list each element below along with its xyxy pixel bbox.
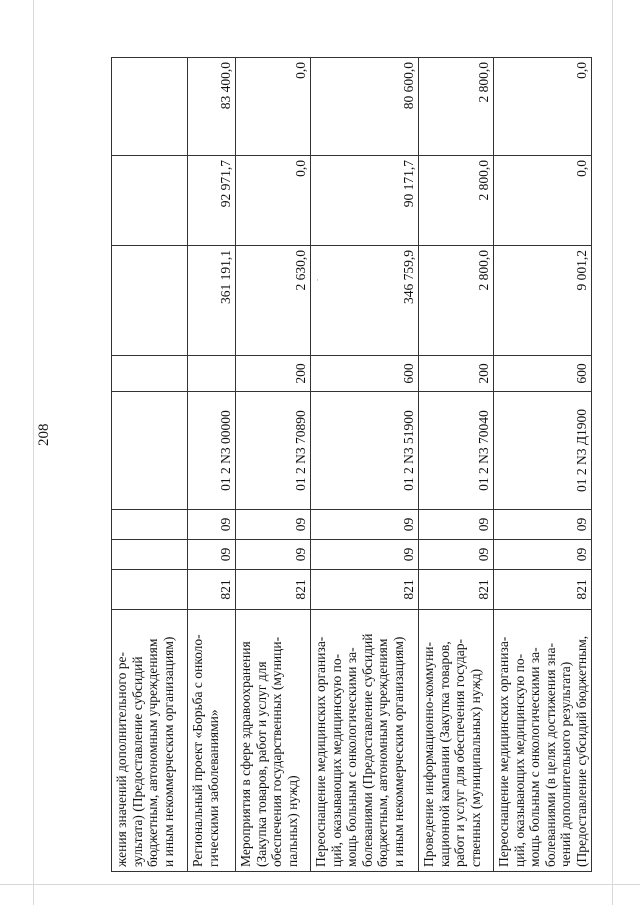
expense-type: 200: [236, 356, 311, 392]
subsection-code: [112, 510, 188, 540]
table-row: [419, 58, 494, 872]
value-year-3: 0,0: [494, 58, 592, 156]
expense-type: 200: [419, 356, 494, 392]
ministry-code: 821: [419, 570, 494, 610]
subsection-code: 09: [188, 510, 236, 540]
expense-type: [112, 356, 188, 392]
section-code: 09: [494, 540, 592, 570]
row-name: Проведение информационно-коммуни- кационной кампании (Закупка товаров, работ и услуг для обеспечения государ- ственных (муниципальных) нужд): [419, 610, 494, 872]
value-year-2: 0,0: [236, 156, 311, 246]
target-article: 01 2 N3 Д1900: [494, 392, 592, 510]
ministry-code: 821: [494, 570, 592, 610]
section-code: 09: [419, 540, 494, 570]
ministry-code: [112, 570, 188, 610]
row-name: Региональный проект «Борьба с онколо- гическими заболеваниями»: [188, 610, 236, 872]
value-year-1: 2 630,0: [236, 246, 311, 356]
ministry-code: 821: [311, 570, 419, 610]
value-year-2: 2 800,0: [419, 156, 494, 246]
table-row: [311, 58, 419, 872]
budget-table: [111, 57, 592, 872]
page-edge-left: [33, 0, 34, 905]
expense-type: [188, 356, 236, 392]
expense-type: 600: [494, 356, 592, 392]
value-year-1: [112, 246, 188, 356]
row-name: Переоснащение медицинских организа- ций, оказывающих медицинскую по- мощь больным с онкологическими за- болеваниями (Предоставление субсидий бюджетным, автономным учреждениям и иным некоммерческим организациям): [311, 610, 419, 872]
section-code: 09: [188, 540, 236, 570]
target-article: 01 2 N3 00000: [188, 392, 236, 510]
value-year-2: 92 971,7: [188, 156, 236, 246]
scan-mark: ·: [316, 275, 319, 285]
rotated-budget-table-wrapper: [111, 58, 589, 872]
expense-type: 600: [311, 356, 419, 392]
target-article: 01 2 N3 51900: [311, 392, 419, 510]
table-row: [494, 58, 592, 872]
subsection-code: 09: [494, 510, 592, 540]
value-year-2: 0,0: [494, 156, 592, 246]
ministry-code: 821: [236, 570, 311, 610]
row-name: Мероприятия в сфере здравоохранения (Закупка товаров, работ и услуг для обеспечения государственных (муници- пальных) нужд): [236, 610, 311, 872]
value-year-1: 361 191,1: [188, 246, 236, 356]
table-row: [188, 58, 236, 872]
value-year-1: 2 800,0: [419, 246, 494, 356]
value-year-2: 90 171,7: [311, 156, 419, 246]
value-year-3: 0,0: [236, 58, 311, 156]
value-year-1: 9 001,2: [494, 246, 592, 356]
value-year-2: [112, 156, 188, 246]
table-body: [112, 58, 592, 872]
section-code: [112, 540, 188, 570]
table-row: [112, 58, 188, 872]
page-edge-bottom: [0, 884, 640, 885]
value-year-1: 346 759,9: [311, 246, 419, 356]
value-year-3: 2 800,0: [419, 58, 494, 156]
subsection-code: 09: [236, 510, 311, 540]
value-year-3: [112, 58, 188, 156]
target-article: 01 2 N3 70040: [419, 392, 494, 510]
subsection-code: 09: [419, 510, 494, 540]
page-number: 208: [36, 423, 52, 446]
section-code: 09: [236, 540, 311, 570]
table-row: [236, 58, 311, 872]
section-code: 09: [311, 540, 419, 570]
row-name: Переоснащение медицинских организа- ций, оказывающих медицинскую по- мощь больным с онкологическими за- болеваниями (в целях достижения зна- чений дополнительного результата) (Предоставление субсидий бюджетным,: [494, 610, 592, 872]
value-year-3: 83 400,0: [188, 58, 236, 156]
page-edge-right: [612, 0, 613, 905]
target-article: 01 2 N3 70890: [236, 392, 311, 510]
row-name: жения значений дополнительного ре- зультата) (Предоставление субсидий бюджетным, автономным учреждениям и иным некоммерческим организациям): [112, 610, 188, 872]
ministry-code: 821: [188, 570, 236, 610]
value-year-3: 80 600,0: [311, 58, 419, 156]
subsection-code: 09: [311, 510, 419, 540]
target-article: [112, 392, 188, 510]
